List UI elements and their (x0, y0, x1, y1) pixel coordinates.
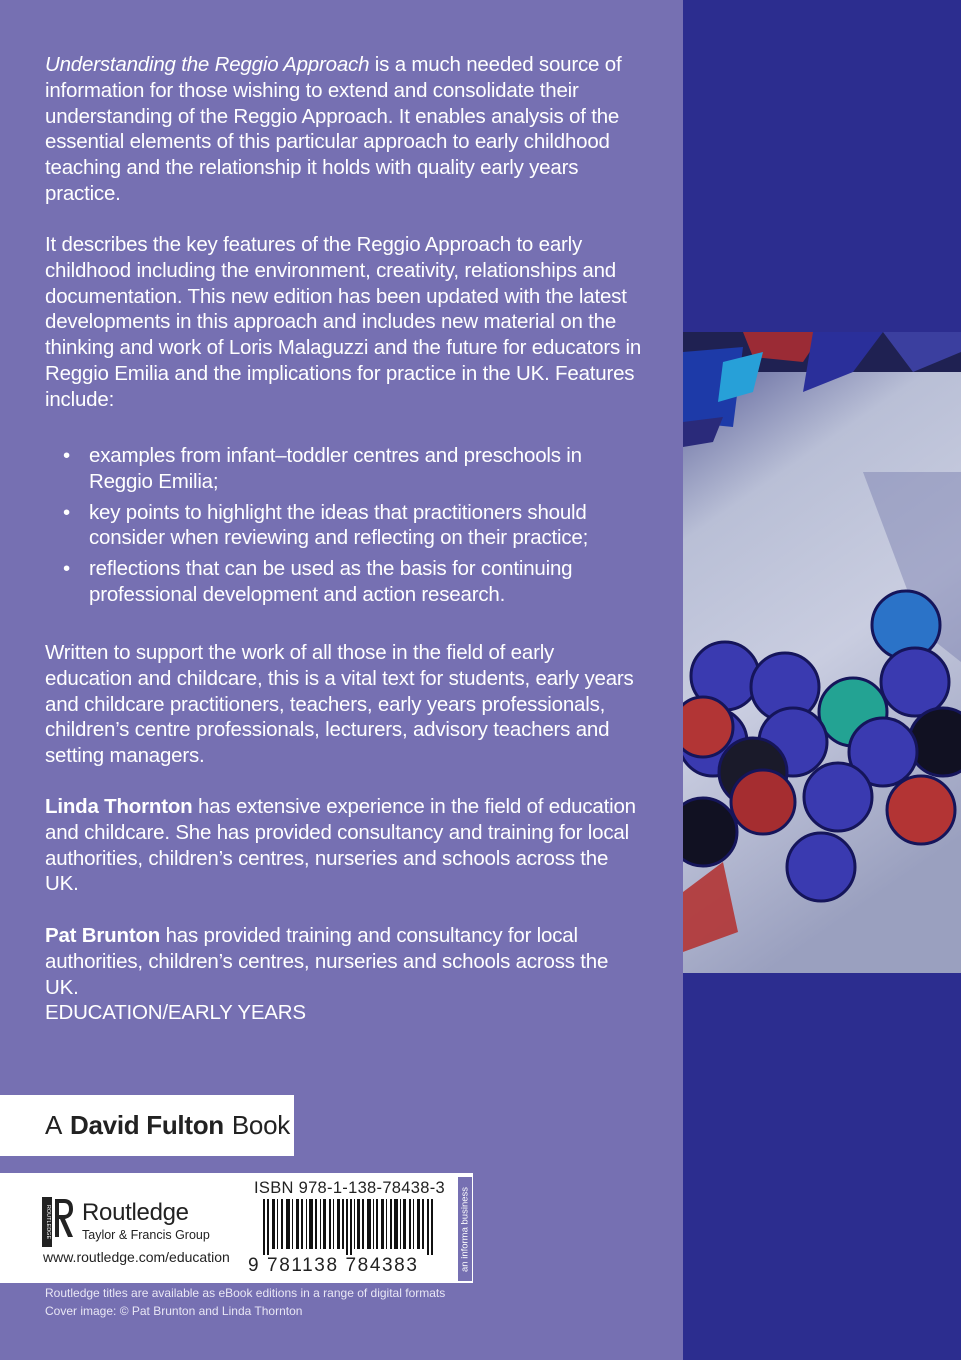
intro-text: is a much needed source of information for those wishing to extend and consolidate their understanding of the Reggio Approach. It enables analysis of the essential elements of this particular approach to early childhood teaching and the relationship it holds with quality early years practice. (45, 53, 622, 205)
barcode-digits: 9 781138 784383 (248, 1255, 419, 1276)
imprint-name: David Fulton (70, 1110, 224, 1140)
bullet-icon: • (63, 557, 70, 581)
imprint-badge (0, 1095, 294, 1156)
list-item (45, 556, 645, 608)
bullet-icon: • (63, 500, 70, 524)
informa-tag: an informa business (458, 1177, 472, 1281)
isbn-label: ISBN 978-1-138-78438-3 (254, 1179, 445, 1197)
logo-lettering: ROUTLEDGE (45, 1204, 51, 1240)
imprint-suffix: Book (231, 1110, 290, 1140)
feature-text: examples from infant–toddler centres and preschools in Reggio Emilia; (89, 444, 582, 493)
list-item (45, 443, 645, 495)
support-paragraph (45, 640, 645, 769)
publisher-name: Routledge (82, 1199, 189, 1226)
intro-paragraph (45, 52, 645, 207)
publisher-panel (0, 1173, 473, 1283)
feature-text: key points to highlight the ideas that practitioners should consider when reviewing and reflecting on their practice; (89, 500, 589, 550)
category-text: EDUCATION/EARLY YEARS (45, 1001, 306, 1024)
publisher-group: Taylor & Francis Group (82, 1228, 210, 1242)
cover-photo (683, 332, 961, 973)
feature-text: reflections that can be used as the basis for continuing professional development and action research. (89, 557, 573, 606)
author-bio: has extensive experience in the field of education and childcare. She has provided consultancy and training for local authorities, children’s centres, nurseries and schools across the UK. (45, 795, 636, 896)
author-bio-thornton (45, 794, 645, 897)
describe-paragraph (45, 232, 645, 413)
subject-category (45, 1000, 645, 1026)
features-list (45, 443, 645, 613)
cover-image-credit: Cover image: © Pat Brunton and Linda Thornton (45, 1304, 303, 1318)
ebook-note: Routledge titles are available as eBook editions in a range of digital formats (45, 1286, 446, 1300)
author-name: Linda Thornton (45, 795, 193, 818)
support-text: Written to support the work of all those in the field of early education and childcare, this is a vital text for students, early years and childcare practitioners, teachers, early years professionals, children’s centre professionals, lecturers, advisory teachers and setting managers. (45, 641, 634, 768)
list-item (45, 500, 645, 552)
translucent-shapes-image (683, 332, 961, 973)
book-title: Understanding the Reggio Approach (45, 53, 370, 76)
imprint-prefix: A (45, 1110, 63, 1140)
barcode-icon (263, 1199, 433, 1255)
author-name: Pat Brunton (45, 924, 161, 947)
author-bio: has provided training and consultancy for local authorities, children’s centres, nurseries and schools across the UK. (45, 924, 609, 999)
bullet-icon: • (63, 444, 70, 467)
author-bio-brunton (45, 923, 645, 1000)
routledge-logo-icon (42, 1197, 74, 1247)
describe-text: It describes the key features of the Reggio Approach to early childhood including the environment, creativity, relationships and documentation. This new edition has been updated with the latest developments in this approach and includes new material on the thinking and work of Loris Malaguzzi and the future for educators in Reggio Emilia and the implications for practice in the UK. Features include: (45, 233, 642, 411)
publisher-website: www.routledge.com/education (43, 1249, 230, 1265)
